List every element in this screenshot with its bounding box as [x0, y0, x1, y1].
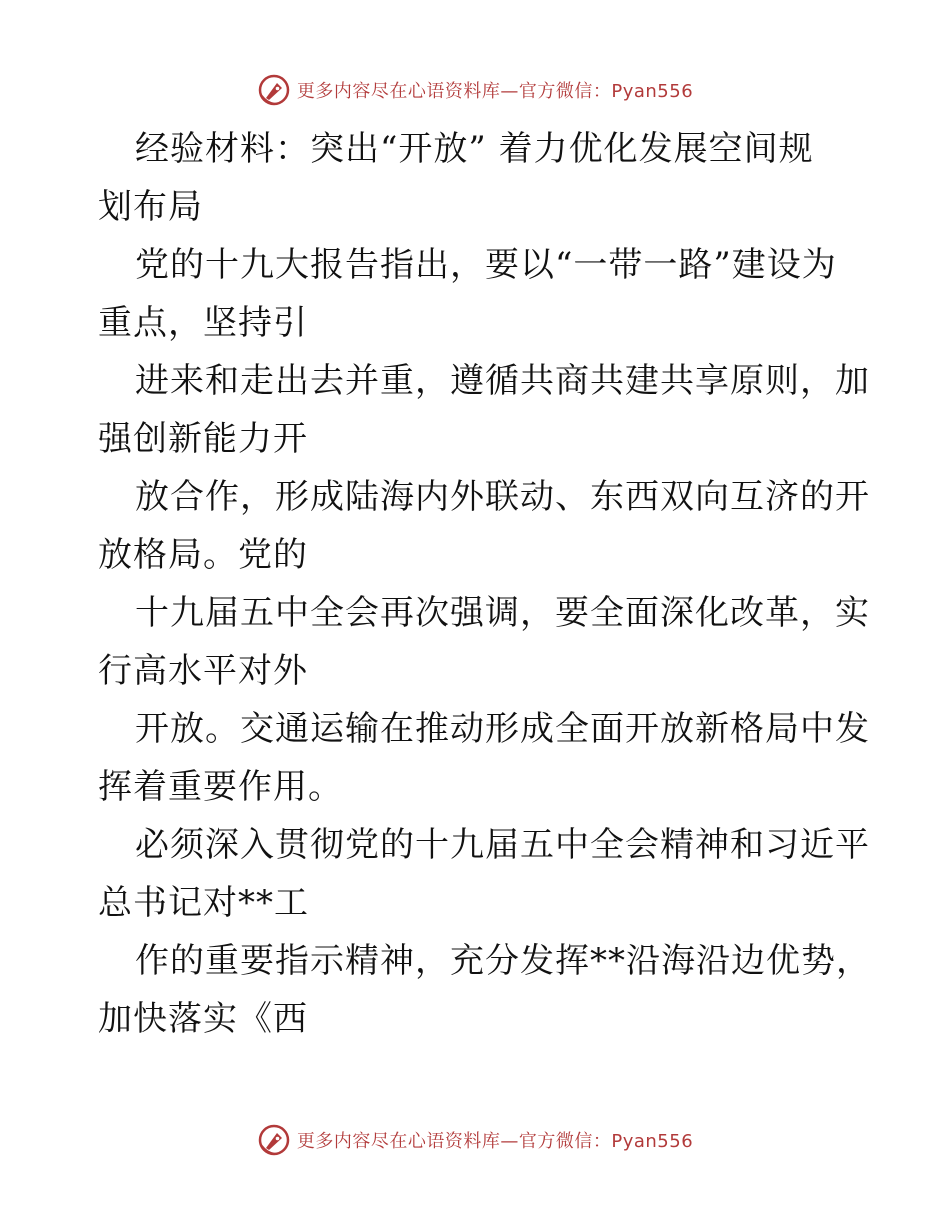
doc-line: 行高水平对外: [98, 651, 308, 691]
doc-line: 十九届五中全会再次强调，要全面深化改革，实: [135, 593, 870, 633]
doc-line: 重点，坚持引: [98, 303, 308, 343]
pen-nib-logo-icon: [257, 73, 291, 107]
doc-line: 开放。交通运输在推动形成全面开放新格局中发: [135, 709, 870, 749]
header-banner: [0, 70, 950, 110]
footer-banner-text: 更多内容尽在心语资料库—官方微信：Pyan556: [296, 1131, 694, 1152]
doc-line: 划布局: [98, 187, 203, 227]
doc-line: 党的十九大报告指出，要以“一带一路”建设为: [135, 245, 837, 285]
doc-line: 进来和走出去并重，遵循共商共建共享原则，加: [135, 361, 870, 401]
doc-line: 放合作，形成陆海内外联动、东西双向互济的开: [135, 477, 870, 517]
doc-line: 挥着重要作用。: [98, 767, 343, 807]
doc-line: 加快落实《西: [98, 999, 308, 1039]
doc-line: 必须深入贯彻党的十九届五中全会精神和习近平: [135, 825, 870, 865]
document-body: [98, 120, 871, 1048]
doc-line: 强创新能力开: [98, 419, 308, 459]
doc-line: 作的重要指示精神，充分发挥**沿海沿边优势，: [135, 941, 871, 981]
header-banner-content: [257, 73, 693, 107]
doc-line: 放格局。党的: [98, 535, 308, 575]
footer-banner: [0, 1120, 950, 1160]
header-banner-text: 更多内容尽在心语资料库—官方微信：Pyan556: [296, 81, 694, 102]
pen-nib-logo-icon: [257, 1123, 291, 1157]
footer-banner-content: [257, 1123, 693, 1157]
doc-line: 总书记对**工: [98, 883, 309, 923]
doc-line: 经验材料：突出“开放” 着力优化发展空间规: [135, 129, 814, 169]
